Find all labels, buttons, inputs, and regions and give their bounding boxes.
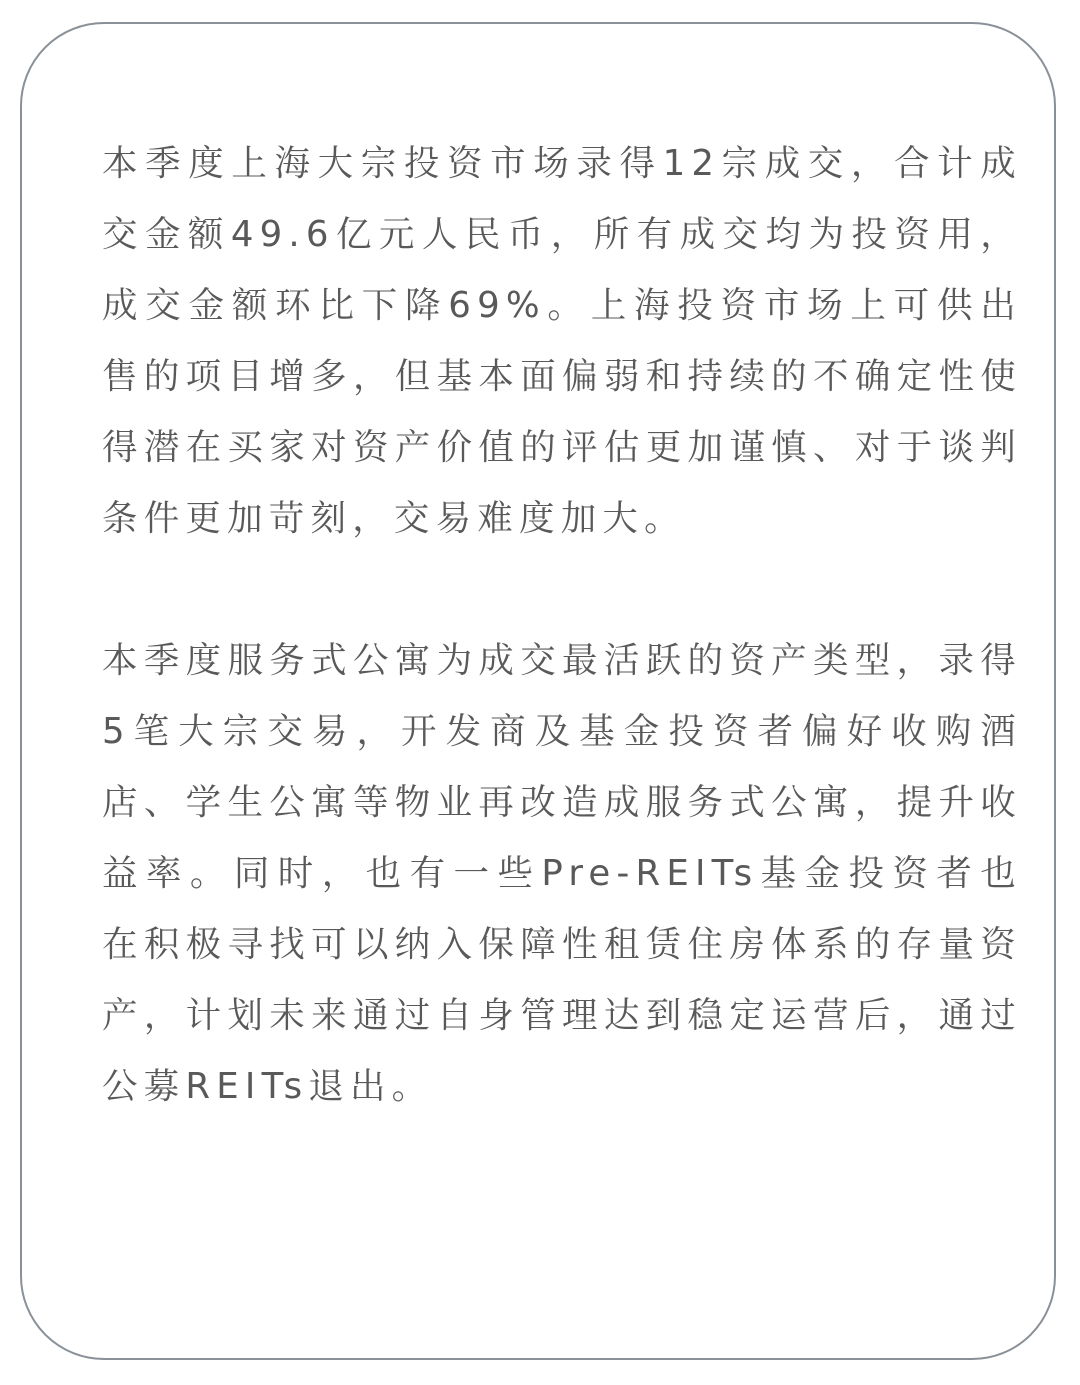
paragraph-investment-market: 本季度上海大宗投资市场录得12宗成交，合计成交金额49.6亿元人民币，所有成交均为投资用，成交金额环比下降69%。上海投资市场上可供出售的项目增多，但基本面偏弱和持续的不确定性使得潜在买家对资产价值的评估更加谨慎、对于谈判条件更加苛刻，交易难度加大。 bbox=[102, 143, 1022, 539]
article-body bbox=[102, 128, 1022, 1122]
paragraph-serviced-apartments: 本季度服务式公寓为成交最活跃的资产类型，录得5笔大宗交易，开发商及基金投资者偏好收购酒店、学生公寓等物业再改造成服务式公寓，提升收益率。同时，也有一些Pre-REITs基金投资者也在积极寻找可以纳入保障性租赁住房体系的存量资产，计划未来通过自身管理达到稳定运营后，通过公募REITs退出。 bbox=[102, 640, 1022, 1107]
text-card bbox=[20, 22, 1056, 1360]
